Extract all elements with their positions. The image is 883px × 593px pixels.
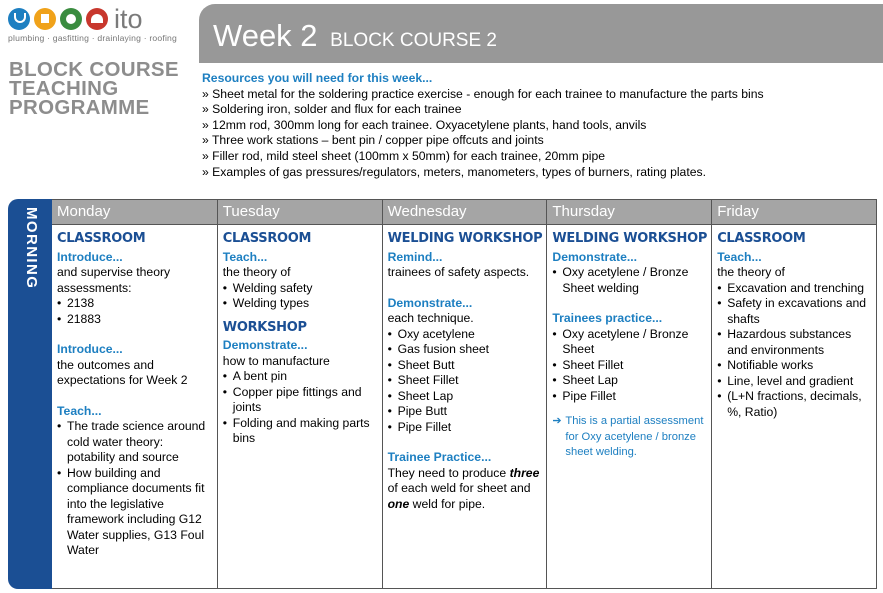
resource-item: » Examples of gas pressures/regulators, meters, manometers, types of burners, rating plates. (202, 164, 706, 179)
activity-heading: Teach... (222, 249, 268, 264)
list-item: • Oxy acetylene / Bronze Sheet (552, 327, 707, 358)
resource-item: » Sheet metal for the soldering practice exercise - enough for each trainee to manufacture the parts bins (202, 86, 764, 101)
activity-heading: Remind... (387, 249, 443, 264)
resources-heading: Resources you will need for this week... (202, 71, 433, 85)
week-heading (213, 18, 497, 54)
session-label: MORNING (23, 207, 40, 290)
logo-tagline: plumbing · gasfitting · drainlaying · roofing (8, 33, 178, 43)
activity-text: the theory of (717, 265, 785, 279)
list-item: • Pipe Fillet (552, 389, 707, 405)
day-header: Tuesday (218, 200, 382, 225)
practice-text-part: They need to produce (387, 465, 510, 480)
list-item: • Sheet Lap (552, 373, 707, 389)
list-item: • How building and compliance documents fit into the legislative framework including G12 Water supplies, G13 Foul Water (57, 466, 213, 559)
activity-list (57, 419, 213, 559)
day-column-tuesday (217, 200, 382, 588)
logo-wordmark: ito (114, 4, 143, 34)
day-column-wednesday (382, 200, 547, 588)
gasfitting-icon (34, 8, 56, 30)
activity-heading: Introduce... (57, 249, 123, 264)
activity-list (717, 281, 872, 421)
list-item: • Gas fusion sheet (388, 342, 543, 358)
drainlaying-icon (60, 8, 82, 30)
day-header: Monday (52, 200, 217, 225)
practice-text-part: of each weld for sheet and (387, 481, 531, 495)
list-item: • Folding and making parts bins (223, 416, 378, 447)
practice-emphasis: three (509, 465, 540, 480)
list-item: • Pipe Fillet (388, 420, 543, 436)
resource-item: » Soldering iron, solder and flux for each trainee (202, 102, 462, 117)
day-body (712, 225, 876, 420)
arrow-right-icon: ➔ (552, 415, 562, 427)
list-item: • Welding safety (223, 281, 378, 297)
activity-heading: Trainees practice... (552, 311, 663, 325)
section-heading: CLASSROOM (222, 231, 312, 246)
list-item: • Welding types (223, 296, 378, 312)
week-subtitle: BLOCK COURSE 2 (330, 30, 497, 51)
list-item: • Line, level and gradient (717, 374, 872, 390)
section-heading: WORKSHOP (222, 319, 307, 335)
list-item: • 21883 (57, 312, 213, 328)
practice-text-part: weld for pipe. (409, 496, 486, 511)
list-item: • Pipe Butt (388, 404, 543, 420)
list-item: • Safety in excavations and shafts (717, 296, 872, 327)
logo-mark (8, 4, 193, 34)
resource-item: » Filler rod, mild steel sheet (100mm x 50mm) for each trainee, 20mm pipe (202, 148, 606, 163)
programme-title-line: BLOCK COURSE (9, 58, 179, 81)
activity-list (57, 296, 213, 327)
practice-text (388, 466, 543, 513)
activity-list (552, 327, 707, 405)
activity-text: trainees of safety aspects. (387, 265, 530, 279)
programme-title (9, 60, 194, 117)
activity-text: the theory of (222, 265, 291, 279)
day-column-thursday (546, 200, 711, 588)
day-header: Thursday (547, 200, 711, 225)
ito-logo (8, 4, 193, 43)
list-item: • Sheet Fillet (388, 373, 543, 389)
list-item: • A bent pin (223, 369, 378, 385)
activity-heading: Introduce... (57, 342, 123, 356)
resources-section (202, 71, 872, 180)
list-item: • Excavation and trenching (717, 281, 872, 297)
list-item: • Oxy acetylene (388, 327, 543, 343)
section-heading: WELDING WORKSHOP (387, 231, 543, 246)
timetable (8, 199, 877, 589)
list-item: • Sheet Butt (388, 358, 543, 374)
list-item: • Sheet Lap (388, 389, 543, 405)
week-banner (199, 4, 883, 63)
activity-heading: Demonstrate... (387, 295, 473, 310)
morning-band (8, 199, 52, 589)
day-header: Wednesday (383, 200, 547, 225)
activity-list (388, 327, 543, 436)
list-item: • 2138 (57, 296, 213, 312)
resource-item: » Three work stations – bent pin / copper pipe offcuts and joints (202, 133, 544, 148)
activity-heading: Teach... (717, 249, 762, 264)
week-title: Week 2 (213, 18, 318, 53)
day-body (383, 225, 547, 512)
activity-text: each technique. (387, 311, 474, 325)
activity-text: and supervise theory assessments: (57, 265, 171, 295)
list-item: • The trade science around cold water theory: potability and source (57, 419, 213, 466)
activity-heading: Teach... (57, 403, 102, 418)
list-item: • (L+N fractions, decimals, %, Ratio) (717, 389, 872, 420)
assessment-note-text: This is a partial assessment for Oxy acetylene / bronze sheet welding. (565, 415, 704, 458)
list-item: • Oxy acetylene / Bronze Sheet welding (552, 265, 707, 296)
activity-heading: Demonstrate... (552, 249, 638, 264)
section-heading: WELDING WORKSHOP (552, 231, 708, 246)
list-item: • Copper pipe fittings and joints (223, 385, 378, 416)
activity-heading: Demonstrate... (222, 338, 308, 352)
day-body (547, 225, 711, 461)
list-item: • Notifiable works (717, 358, 872, 374)
roofing-icon (86, 8, 108, 30)
activity-list (223, 369, 378, 447)
activity-text: the outcomes and expectations for Week 2 (57, 357, 188, 387)
day-body (52, 225, 217, 559)
activity-list (552, 265, 707, 296)
day-columns (52, 199, 877, 589)
practice-emphasis: one (387, 496, 410, 511)
programme-title-line: TEACHING (9, 77, 119, 100)
day-body (218, 225, 382, 447)
plumbing-icon (8, 8, 30, 30)
day-column-monday (52, 200, 217, 588)
activity-list (223, 281, 378, 312)
list-item: • Hazardous substances and environments (717, 327, 872, 358)
day-header: Friday (712, 200, 876, 225)
programme-title-line: PROGRAMME (9, 96, 150, 119)
resource-item: » 12mm rod, 300mm long for each trainee. Oxyacetylene plants, hand tools, anvils (202, 117, 647, 132)
activity-text: how to manufacture (222, 353, 330, 368)
list-item: • Sheet Fillet (552, 358, 707, 374)
activity-heading: Trainee Practice... (387, 450, 492, 464)
section-heading: CLASSROOM (57, 231, 146, 246)
assessment-note (552, 414, 707, 461)
section-heading: CLASSROOM (717, 231, 806, 246)
day-column-friday (711, 200, 876, 588)
